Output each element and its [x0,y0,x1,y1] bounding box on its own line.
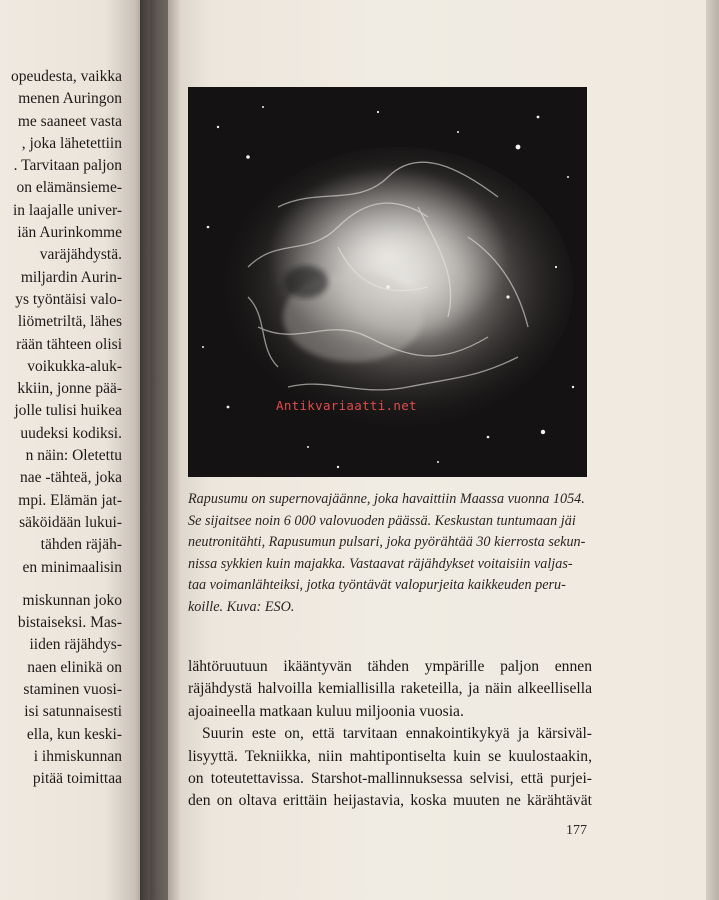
left-line: , joka lähetettiin [21,134,122,152]
left-line: . Tarvitaan paljon [13,157,122,175]
body-line: Suurin este on, että tarvitaan ennakointikykyä ja kärsiväl- [202,725,592,743]
left-line: in laajalle univer- [13,201,122,219]
left-line: iän Aurinkomme [17,224,122,242]
left-line: ys työntäisi valo- [15,290,122,308]
body-line: den on oltava erittäin heijastavia, koska muuten ne kärähtävät [188,792,592,810]
left-line: staminen vuosi- [23,681,122,699]
body-line: lisyyttä. Tekniikka, niin mahtipontiselta kuin se kuulostaakin, [188,747,592,765]
left-line: tähden räjäh- [40,536,122,554]
body-line: on toteutettavissa. Starshot-mallinnuksessa selvisi, että purjei- [188,770,592,788]
left-line: naen elinikä on [27,658,122,676]
left-line: on elämänsieme- [16,179,122,197]
caption-line: koille. Kuva: ESO. [188,598,295,615]
left-line: kkiin, jonne pää- [17,380,122,398]
left-line: miskunnan joko [22,591,122,609]
body-line: ajoaineella matkaan kuluu miljoonia vuosia. [188,702,464,720]
watermark-text: Antikvariaatti.net [276,398,417,413]
left-line: rään tähteen olisi [16,335,122,353]
body-line: räjähdystä halvoilla kemiallisilla raketeilla, ja näin alkeellisella [188,680,592,698]
left-line: pitää toimittaa [32,770,122,788]
body-text [188,656,592,813]
caption-line: taa voimanlähteiksi, jotka työntävät valopurjeita kaikkeuden peru- [188,577,566,593]
left-page-text [0,66,122,791]
left-line: varäjähdystä. [39,246,122,264]
figure-caption [188,489,598,618]
left-line: nae -tähteä, joka [20,469,122,487]
caption-line: Rapusumu on supernovajäänne, joka havaittiin Maassa vuonna 1054. [188,491,585,507]
left-line: uudeksi kodiksi. [20,424,122,442]
book-gutter-shadow [140,0,180,900]
caption-line: nissa sykkien kuin majakka. Vastaavat räjähdykset voitaisiin valjas- [188,555,573,572]
caption-line: Se sijaitsee noin 6 000 valovuoden päässä. Keskustan tuntumaan jäi [188,512,576,529]
left-line: isi satunnaisesti [24,703,122,721]
crab-nebula-photo [188,87,587,477]
body-line: lähtöruutuun ikääntyvän tähden ympärille paljon ennen [188,658,592,675]
left-line: ella, kun keski- [26,725,122,743]
nebula-image [188,87,587,477]
page-number: 177 [566,823,587,838]
left-page [0,0,150,900]
left-line: säköidään lukui- [19,513,122,531]
caption-line: neutronitähti, Rapusumun pulsari, joka pyörähtää 30 kierrosta sekun- [188,534,586,550]
left-line: i ihmiskunnan [33,747,122,765]
left-line: me saaneet vasta [17,112,122,130]
left-line: menen Auringon [18,90,122,108]
left-line: liömetriltä, lähes [17,313,122,331]
left-line: opeudesta, vaikka [10,68,122,85]
left-line: mpi. Elämän jat- [18,491,122,509]
page-edge [706,0,719,900]
left-line: en minimaalisin [22,558,122,576]
left-line: miljardin Aurin- [20,268,122,286]
left-line: bistaiseksi. Mas- [17,614,122,632]
left-line: n näin: Oletettu [25,447,122,465]
left-line: jolle tulisi huikea [14,402,122,420]
left-line: iiden räjähdys- [29,636,122,654]
left-line: voikukka-aluk- [27,357,122,375]
